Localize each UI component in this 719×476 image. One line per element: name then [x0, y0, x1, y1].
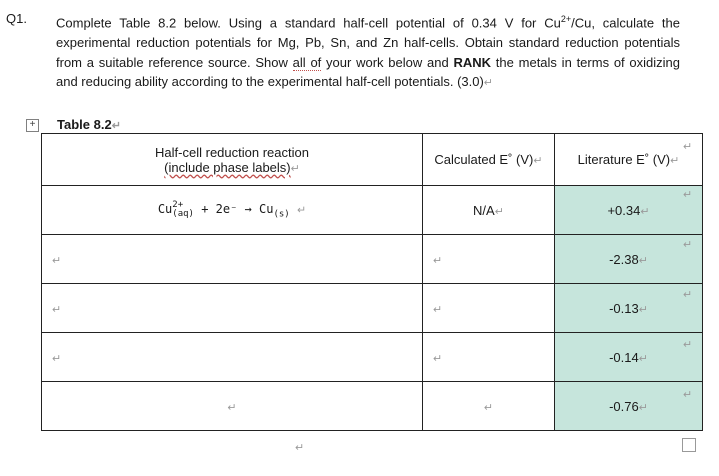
paragraph-mark: ↵ [638, 401, 648, 414]
results-table [41, 133, 703, 431]
paragraph-mark: ↵ [433, 254, 443, 267]
literature-cell[interactable] [555, 186, 703, 235]
calculated-cell[interactable] [423, 235, 555, 284]
table-caption [57, 117, 121, 132]
question-number: Q1. [6, 11, 27, 26]
reaction-cell[interactable] [42, 284, 423, 333]
paragraph-mark: ↵ [483, 401, 494, 414]
paragraph-mark: ↵ [640, 205, 650, 218]
reaction-cell[interactable] [42, 186, 423, 235]
header-literature-text: Literature E˚ (V) [577, 152, 671, 167]
calculated-value: N/A [473, 202, 495, 218]
header-calculated[interactable] [423, 134, 555, 186]
paragraph-mark: ↵ [483, 77, 494, 90]
question-text-part3: your work below and [321, 54, 454, 70]
paragraph-mark: ↵ [433, 352, 443, 365]
reaction-cell[interactable] [42, 382, 423, 431]
reaction-rest: + 2e⁻ → Cu [193, 202, 274, 217]
paragraph-mark: ↵ [670, 155, 680, 167]
paragraph-mark: ↵ [227, 401, 237, 414]
paragraph-mark: ↵ [52, 352, 62, 365]
table-row [42, 382, 703, 431]
paragraph-mark: ↵ [433, 303, 443, 316]
literature-value: +0.34 [607, 202, 641, 218]
literature-cell[interactable] [555, 333, 703, 382]
row-end-mark: ↵ [683, 339, 693, 351]
product-phase: (s) [273, 209, 290, 220]
literature-value: -2.38 [609, 251, 639, 267]
cu-charge: 2+ [560, 14, 572, 24]
question-text-part4: the metals in terms of oxidizing and reducing ability according to the experimental half-cell potentials. (3.0) [56, 54, 681, 90]
literature-value: -0.13 [609, 300, 639, 316]
reaction-cell[interactable] [42, 235, 423, 284]
header-reaction[interactable] [42, 134, 423, 186]
row-end-mark: ↵ [683, 239, 693, 251]
header-literature[interactable] [555, 134, 703, 186]
table-row [42, 235, 703, 284]
reactant-phase: (aq) [172, 208, 194, 219]
paragraph-mark: ↵ [52, 254, 62, 267]
rank-keyword: RANK [453, 54, 492, 70]
literature-value: -0.76 [609, 398, 639, 414]
paragraph-mark: ↵ [638, 303, 648, 316]
literature-cell[interactable] [555, 284, 703, 333]
paragraph-mark: ↵ [290, 162, 300, 175]
question-text-part1: Complete Table 8.2 below. Using a standard half-cell potential of 0.34 V for Cu [56, 15, 561, 31]
paragraph-mark: ↵ [533, 155, 543, 167]
reactant-charge: 2+ [172, 199, 184, 210]
paragraph-mark: ↵ [494, 205, 504, 218]
reactant-species: Cu [157, 202, 173, 217]
literature-cell[interactable] [555, 382, 703, 431]
table-resize-handle-icon[interactable] [682, 438, 696, 452]
paragraph-mark: ↵ [295, 442, 305, 454]
paragraph-mark: ↵ [111, 120, 121, 132]
row-end-mark: ↵ [683, 189, 693, 201]
question-text-part2: /Cu, calculate the experimental reduction potentials for Mg, Pb, Sn, and Zn half-cells. Obtain standard reduction potentials from a suitable reference source. Show [56, 15, 680, 70]
literature-value: -0.14 [609, 349, 639, 365]
header-calculated-text: Calculated E˚ (V) [434, 152, 534, 167]
table-row [42, 284, 703, 333]
row-end-mark: ↵ [683, 289, 693, 301]
table-row [42, 333, 703, 382]
paragraph-mark: ↵ [296, 204, 307, 217]
paragraph-mark: ↵ [638, 254, 648, 267]
calculated-cell[interactable] [423, 382, 555, 431]
table-header-row [42, 134, 703, 186]
question-text [56, 10, 680, 94]
header-reaction-line2: (include phase labels) [164, 159, 291, 175]
table-move-handle-icon[interactable]: + [26, 119, 39, 132]
calculated-cell[interactable] [423, 186, 555, 235]
table-row [42, 186, 703, 235]
table-caption-text: Table 8.2 [57, 117, 112, 132]
paragraph-mark: ↵ [52, 303, 62, 316]
calculated-cell[interactable] [423, 284, 555, 333]
reaction-cell[interactable] [42, 333, 423, 382]
header-reaction-line1: Half-cell reduction reaction [155, 144, 309, 160]
cu-reaction-equation [157, 199, 297, 220]
literature-cell[interactable] [555, 235, 703, 284]
row-end-mark: ↵ [683, 141, 693, 153]
dotted-phrase: all of [292, 54, 322, 70]
calculated-cell[interactable] [423, 333, 555, 382]
row-end-mark: ↵ [683, 389, 693, 401]
paragraph-mark: ↵ [638, 352, 648, 365]
